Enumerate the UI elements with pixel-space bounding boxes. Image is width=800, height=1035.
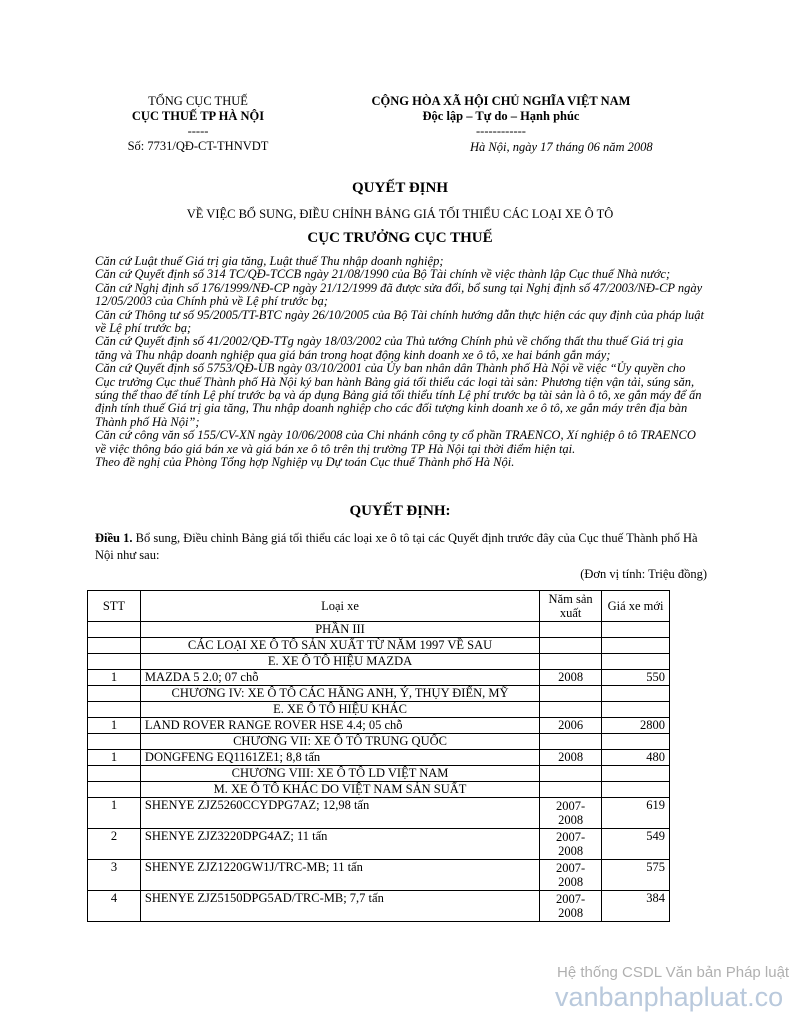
stt-cell xyxy=(88,766,141,782)
price-cell xyxy=(602,622,670,638)
table-section-row xyxy=(88,686,670,702)
stt-cell xyxy=(88,638,141,654)
table-section-row xyxy=(88,734,670,750)
section-title-cell: CHƯƠNG IV: XE Ô TÔ CÁC HÃNG ANH, Ý, THỤY ĐIỂN, MỸ xyxy=(140,686,539,702)
section-title-cell: CÁC LOẠI XE Ô TÔ SẢN XUẤT TỪ NĂM 1997 VỀ SAU xyxy=(140,638,539,654)
stt-cell xyxy=(88,654,141,670)
price-cell xyxy=(602,782,670,798)
stt-cell xyxy=(88,782,141,798)
article-1-text: Bổ sung, Điều chỉnh Bảng giá tối thiểu các loại xe ô tô tại các Quyết định trước đây của Cục thuế Thành phố Hà Nội như sau: xyxy=(95,531,698,562)
price-table-body xyxy=(88,591,670,922)
year-cell: 2008 xyxy=(540,750,602,766)
decides-heading: QUYẾT ĐỊNH: xyxy=(349,503,451,519)
table-section-row xyxy=(88,766,670,782)
vehicle-type-cell: SHENYE ZJZ5150DPG5AD/TRC-MB; 7,7 tấn xyxy=(140,891,539,922)
legal-basis: Căn cứ Quyết định số 41/2002/QĐ-TTg ngày 18/03/2002 của Thủ tướng Chính phủ về chống thất thu thuế Giá trị gia tăng và Thu nhập doanh nghiệp qua giá bán trong hoạt động kinh doanh xe ô tô, xe hai bánh gắn máy; xyxy=(95,334,684,362)
table-section-row xyxy=(88,782,670,798)
stt-cell xyxy=(88,622,141,638)
year-cell xyxy=(540,638,602,654)
year-cell: 2007-2008 xyxy=(540,829,602,860)
stt-cell: 1 xyxy=(88,670,141,686)
year-cell xyxy=(540,766,602,782)
price-cell xyxy=(602,734,670,750)
authority-title: CỤC TRƯỞNG CỤC THUẾ xyxy=(307,230,493,246)
table-row xyxy=(88,798,670,829)
stt-cell: 1 xyxy=(88,718,141,734)
table-section-row xyxy=(88,638,670,654)
year-cell xyxy=(540,622,602,638)
legal-basis: Căn cứ Quyết định số 5753/QĐ-UB ngày 03/10/2001 của Ủy ban nhân dân Thành phố Hà Nội về việc “Ủy quyền cho Cục trưởng Cục thuế Thành phố Hà Nội ký ban hành Bảng giá tối thiểu các loại tài sản: Phương tiện vận tải, súng săn, súng thể thao để tính Lệ phí trước bạ và áp dụng Bảng giá tối thiểu tính Lệ phí trước bạ tài sản là ô tô, xe gắn máy để ấn định tính thuế Giá trị gia tăng, Thu nhập doanh nghiệp cho các đối tượng kinh doanh xe ô tô, xe gắn máy trên địa bàn Thành phố Hà Nội”; xyxy=(95,361,702,429)
price-cell: 549 xyxy=(602,829,670,860)
year-cell xyxy=(540,686,602,702)
table-row xyxy=(88,670,670,686)
legal-basis: Căn cứ Quyết định số 314 TC/QĐ-TCCB ngày 21/08/1990 của Bộ Tài chính về việc thành lập Cục thuế Nhà nước; xyxy=(95,267,671,282)
place-date: Hà Nội, ngày 17 tháng 06 năm 2008 xyxy=(470,140,653,154)
table-row xyxy=(88,891,670,922)
unit-note: (Đơn vị tính: Triệu đồng) xyxy=(580,567,707,581)
document-number: Số: 7731/QĐ-CT-THNVDT xyxy=(127,139,269,153)
vehicle-type-cell: LAND ROVER RANGE ROVER HSE 4.4; 05 chỗ xyxy=(140,718,539,734)
price-cell xyxy=(602,686,670,702)
price-cell: 619 xyxy=(602,798,670,829)
price-cell: 384 xyxy=(602,891,670,922)
year-cell: 2007-2008 xyxy=(540,798,602,829)
header-year: Năm sản xuất xyxy=(540,591,602,622)
stt-cell: 4 xyxy=(88,891,141,922)
price-cell xyxy=(602,702,670,718)
year-cell xyxy=(540,654,602,670)
price-cell xyxy=(602,654,670,670)
year-cell: 2008 xyxy=(540,670,602,686)
stt-cell xyxy=(88,702,141,718)
legal-basis: Căn cứ Nghị định số 176/1999/NĐ-CP ngày 21/12/1999 đã được sửa đổi, bổ sung tại Nghị định số 47/2003/NĐ-CP ngày 12/05/2003 của Chính phủ về Lệ phí trước bạ; xyxy=(95,280,703,309)
decision-subject: VỀ VIỆC BỔ SUNG, ĐIỀU CHỈNH BẢNG GIÁ TỐI THIỂU CÁC LOẠI XE Ô TÔ xyxy=(186,207,614,221)
table-row xyxy=(88,829,670,860)
stt-cell: 1 xyxy=(88,750,141,766)
stt-cell: 2 xyxy=(88,829,141,860)
year-cell xyxy=(540,734,602,750)
vehicle-type-cell: SHENYE ZJZ5260CCYDPG7AZ; 12,98 tấn xyxy=(140,798,539,829)
section-title-cell: PHẦN III xyxy=(140,622,539,638)
stt-cell: 3 xyxy=(88,860,141,891)
stt-cell: 1 xyxy=(88,798,141,829)
table-row xyxy=(88,750,670,766)
header-vehicle-type: Loại xe xyxy=(140,591,539,622)
header-price: Giá xe mới xyxy=(602,591,670,622)
table-header-row xyxy=(88,591,670,622)
section-title-cell: E. XE Ô TÔ HIỆU KHÁC xyxy=(140,702,539,718)
table-section-row xyxy=(88,654,670,670)
parent-agency: TỔNG CỤC THUẾ xyxy=(148,94,248,108)
issuing-agency-block xyxy=(108,94,288,154)
issuing-agency: CỤC THUẾ TP HÀ NỘI xyxy=(131,109,265,123)
nation-name: CỘNG HÒA XÃ HỘI CHỦ NGHĨA VIỆT NAM xyxy=(371,94,631,108)
year-cell xyxy=(540,782,602,798)
table-row xyxy=(88,860,670,891)
section-title-cell: M. XE Ô TÔ KHÁC DO VIỆT NAM SẢN SUẤT xyxy=(140,782,539,798)
vehicle-type-cell: SHENYE ZJZ3220DPG4AZ; 11 tấn xyxy=(140,829,539,860)
decision-title: QUYẾT ĐỊNH xyxy=(352,180,448,196)
price-cell xyxy=(602,766,670,782)
article-1 xyxy=(95,530,707,564)
watermark-caption: Hệ thống CSDL Văn bản Pháp luật xyxy=(557,964,790,981)
price-cell: 2800 xyxy=(602,718,670,734)
article-1-label: Điều 1. xyxy=(95,531,133,545)
price-table xyxy=(87,590,670,922)
vehicle-type-cell: DONGFENG EQ1161ZE1; 8,8 tấn xyxy=(140,750,539,766)
motto-rule: ------------ xyxy=(476,124,526,138)
year-cell: 2007-2008 xyxy=(540,891,602,922)
agency-rule: ----- xyxy=(187,124,209,138)
year-cell: 2007-2008 xyxy=(540,860,602,891)
legal-bases xyxy=(95,255,707,470)
national-motto: Độc lập – Tự do – Hạnh phúc xyxy=(422,109,580,123)
price-cell: 575 xyxy=(602,860,670,891)
stt-cell xyxy=(88,734,141,750)
header-stt: STT xyxy=(88,591,141,622)
section-title-cell: CHƯƠNG VII: XE Ô TÔ TRUNG QUỐC xyxy=(140,734,539,750)
national-header-block xyxy=(352,94,650,139)
price-cell: 550 xyxy=(602,670,670,686)
section-title-cell: CHƯƠNG VIII: XE Ô TÔ LD VIỆT NAM xyxy=(140,766,539,782)
section-title-cell: E. XE Ô TÔ HIỆU MAZDA xyxy=(140,654,539,670)
year-cell xyxy=(540,702,602,718)
legal-basis: Căn cứ Luật thuế Giá trị gia tăng, Luật thuế Thu nhập doanh nghiệp; xyxy=(95,254,444,268)
year-cell: 2006 xyxy=(540,718,602,734)
price-cell: 480 xyxy=(602,750,670,766)
vehicle-type-cell: MAZDA 5 2.0; 07 chỗ xyxy=(140,670,539,686)
table-row xyxy=(88,718,670,734)
table-section-row xyxy=(88,702,670,718)
watermark-site: vanbanphapluat.co xyxy=(555,982,784,1012)
legal-basis: Căn cứ Thông tư số 95/2005/TT-BTC ngày 26/10/2005 của Bộ Tài chính hướng dẫn thực hiện các quy định của pháp luật về Lệ phí trước bạ; xyxy=(95,307,705,336)
vehicle-type-cell: SHENYE ZJZ1220GW1J/TRC-MB; 11 tấn xyxy=(140,860,539,891)
legal-basis: Căn cứ công văn số 155/CV-XN ngày 10/06/2008 của Chi nhánh công ty cổ phần TRAENCO, Xí nghiệp ô tô TRAENCO về việc thông báo giá bán xe và giá bán xe ô tô trên thị trường TP Hà Nội tại thời điểm hiện tại. xyxy=(95,428,696,456)
stt-cell xyxy=(88,686,141,702)
legal-basis: Theo đề nghị của Phòng Tổng hợp Nghiệp vụ Dự toán Cục thuế Thành phố Hà Nội. xyxy=(95,455,515,470)
table-section-row xyxy=(88,622,670,638)
price-cell xyxy=(602,638,670,654)
